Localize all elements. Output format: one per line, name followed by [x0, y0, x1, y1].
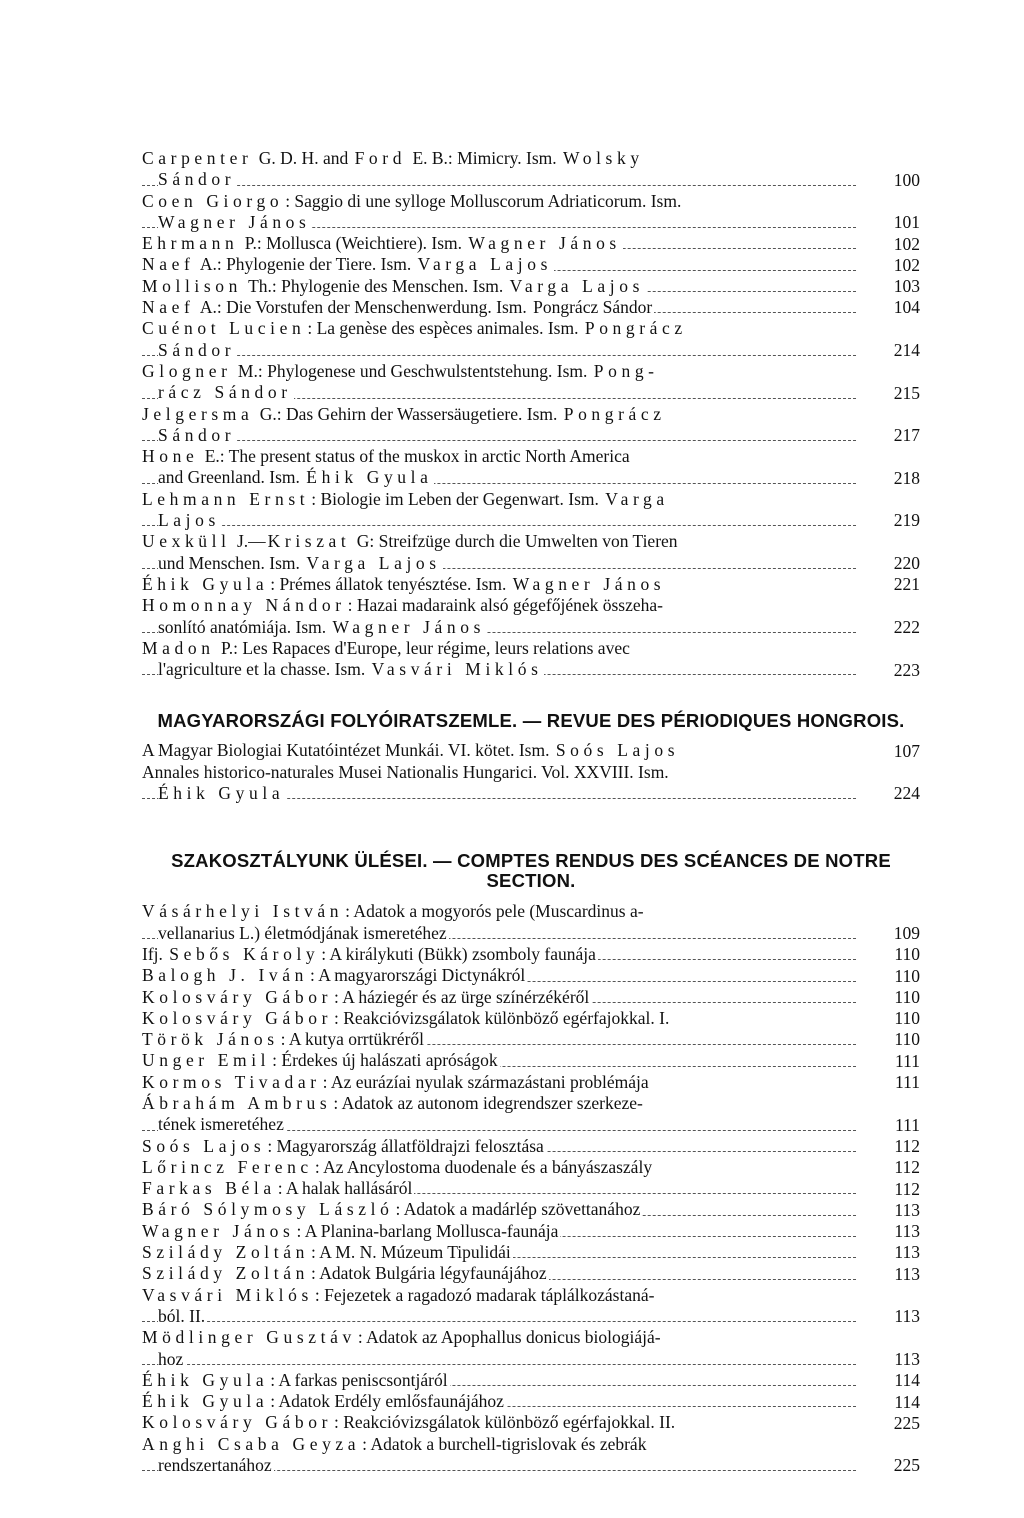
entry-line [142, 1391, 920, 1412]
author-name: Wagner János [142, 1220, 295, 1241]
toc-entry [142, 1008, 920, 1029]
author-name: Éhik Gyula [142, 1369, 269, 1390]
entry-line [142, 446, 920, 467]
toc-entry [142, 233, 920, 254]
author-name: Báró Sólymosy László [142, 1199, 394, 1220]
entry-text: : A királykuti (Bükk) zsomboly faunája [321, 943, 596, 964]
entry-text: Th.: Phylogenie des Menschen. Ism. [244, 275, 508, 296]
entry-line [142, 1434, 920, 1455]
author-name: Ford [354, 148, 407, 168]
entry-text: M.: Phylogenese und Geschwulstentstehung. Ism. [233, 360, 592, 381]
entry-text: G. D. H. and [254, 148, 353, 168]
entry-line [142, 510, 920, 531]
author-name: Kriszat [267, 531, 351, 552]
author-name: Éhik Gyula [306, 467, 433, 488]
author-name: Ábrahám Ambrus [142, 1092, 332, 1113]
author-name: Soós Lajos [555, 740, 680, 761]
entry-line [142, 340, 920, 361]
author-name: Uexküll [142, 531, 231, 552]
entry-text: sonlító anatómiája. Ism. [158, 616, 331, 637]
toc-entry [142, 1434, 920, 1477]
entry-line [142, 297, 920, 318]
page-number: 215 [860, 383, 920, 404]
entry-text: A.: Die Vorstufen der Menschenwerdung. Ism. [196, 297, 532, 318]
toc-entry [142, 1221, 920, 1242]
page-number: 112 [860, 1136, 920, 1157]
entry-line [142, 1412, 920, 1433]
entry-text: : Prémes állatok tenyésztése. Ism. [270, 573, 511, 594]
entry-line [142, 1242, 920, 1263]
entry-text: : A háziegér és az ürge színérzékéről [334, 986, 590, 1007]
author-name: Lajos [158, 510, 220, 531]
author-name: Wolsky [563, 148, 644, 168]
author-name: Szilády Zoltán [142, 1263, 309, 1284]
toc-entry [142, 1285, 920, 1328]
entry-text: : A kutya orrtükréről [280, 1029, 425, 1050]
page-number: 100 [860, 170, 920, 191]
author-name: Török János [142, 1029, 279, 1050]
author-name: Wagner János [512, 573, 666, 594]
entry-line [142, 901, 920, 922]
entry-text: Annales historico-naturales Musei Nationalis Hungarici. Vol. XXVIII. Ism. [142, 761, 669, 782]
entry-line [142, 1072, 920, 1093]
toc-entry [142, 595, 920, 638]
author-name: Éhik Gyula [142, 573, 269, 594]
page-number: 225 [860, 1413, 920, 1434]
entry-line [142, 148, 920, 169]
page-number: 114 [860, 1370, 920, 1391]
page-number: 113 [860, 1242, 920, 1263]
entry-text: : A halak hallásáról [277, 1178, 413, 1199]
page-number: 219 [860, 510, 920, 531]
toc-entry [142, 297, 920, 318]
author-name: Wagner János [158, 211, 311, 232]
author-name: Sándor [158, 339, 236, 360]
page-number: 101 [860, 212, 920, 233]
toc-entry [142, 446, 920, 489]
entry-text: : A M. N. Múzeum Tipulidái [310, 1242, 511, 1263]
author-name: Lehmann Ernst [142, 488, 310, 509]
entry-line [142, 1327, 920, 1348]
dot-leader [142, 355, 856, 356]
entry-line [142, 944, 920, 965]
author-name: Sándor [158, 169, 236, 190]
entry-line [142, 425, 920, 446]
toc-entry [142, 1391, 920, 1412]
entry-text: : Adatok a madárlép szövettanához [395, 1199, 641, 1220]
page-number: 218 [860, 468, 920, 489]
entry-text: : A magyarországi Dictynákról [309, 965, 526, 986]
entry-line [142, 212, 920, 233]
author-name: Madon [142, 637, 215, 658]
entry-text: rendszertanához [158, 1455, 272, 1476]
entry-text: : Az Ancylostoma duodenale és a bányászaszály [314, 1156, 653, 1177]
page-number: 223 [860, 660, 920, 681]
entry-text: P.: Mollusca (Weichtiere). Ism. [240, 233, 467, 254]
dot-leader [142, 185, 856, 186]
entry-line [142, 1285, 920, 1306]
entry-text: : Fejezetek a ragadozó madarak táplálkozástaná- [314, 1284, 655, 1305]
author-name: Cuénot Lucien [142, 318, 306, 339]
author-name: Wagner János [468, 233, 621, 254]
toc-entry [142, 574, 920, 595]
entry-line [142, 659, 920, 680]
section-heading-sessions: SZAKOSZTÁLYUNK ÜLÉSEI. — COMPTES RENDUS DES SCÉANCES DE NOTRE SECTION. [171, 850, 891, 892]
entry-text: tének ismeretéhez [158, 1114, 284, 1135]
page-number: 113 [860, 1200, 920, 1221]
page-number: 102 [860, 234, 920, 255]
toc-entry [142, 1050, 920, 1071]
entry-text: : A Planina-barlang Mollusca-faunája [296, 1220, 559, 1241]
table-of-contents [142, 148, 920, 1476]
toc-entry [142, 944, 920, 965]
entry-line [142, 489, 920, 510]
page-number: 111 [860, 1115, 920, 1136]
entry-line [142, 276, 920, 297]
author-name: Szilády Zoltán [142, 1242, 309, 1263]
toc-entry [142, 1029, 920, 1050]
entry-text: A Magyar Biologiai Kutatóintézet Munkái. VI. kötet. Ism. [142, 740, 554, 761]
page-number: 112 [860, 1157, 920, 1178]
author-name: Vasvári Miklós [371, 659, 543, 680]
entry-text: vellanarius L.) életmódjának ismeretéhez [158, 922, 447, 943]
author-name: Pong- [593, 360, 659, 381]
entry-line [142, 1114, 920, 1135]
toc-entry [142, 1136, 920, 1157]
toc-entry [142, 148, 920, 191]
session-list [142, 901, 920, 1476]
entry-text: E. B.: Mimicry. Ism. [408, 148, 562, 168]
toc-entry [142, 531, 920, 574]
entry-line [142, 1306, 920, 1327]
entry-line [142, 783, 920, 804]
toc-entry [142, 740, 920, 761]
toc-entry [142, 987, 920, 1008]
entry-text: E.: The present status of the muskox in arctic North America [200, 446, 630, 467]
author-name: Vasvári Miklós [142, 1284, 313, 1305]
author-name: Unger Emil [142, 1050, 271, 1071]
entry-line [142, 638, 920, 659]
entry-line [142, 987, 920, 1008]
toc-entry [142, 254, 920, 275]
toc-entry [142, 1263, 920, 1284]
entry-text: Pongrácz Sándor [533, 297, 653, 318]
entry-text: A.: Phylogenie der Tiere. Ism. [196, 254, 416, 275]
toc-entry [142, 191, 920, 234]
dot-leader [142, 1321, 856, 1322]
author-name: Ehrmann [142, 233, 239, 254]
entry-text: und Menschen. Ism. [158, 552, 305, 573]
entry-line [142, 1050, 920, 1071]
entry-text: : Adatok a burchell-tigrislovak és zebrák [362, 1433, 647, 1454]
toc-entry [142, 1072, 920, 1093]
page-number: 225 [860, 1455, 920, 1476]
toc-entry [142, 762, 920, 805]
author-name: Sándor [158, 424, 236, 445]
entry-line [142, 1221, 920, 1242]
toc-entry [142, 1157, 920, 1178]
entry-text: : Érdekes új halászati apróságok [272, 1050, 498, 1071]
author-name: Hone [142, 446, 199, 467]
page-number: 111 [860, 1072, 920, 1093]
entry-text: : Adatok a mogyorós pele (Muscardinus a- [345, 901, 644, 922]
author-name: Coen Giorgo [142, 190, 284, 211]
entry-line [142, 553, 920, 574]
toc-entry [142, 1199, 920, 1220]
entry-text: G.: Das Gehirn der Wassersäugetiere. Ism. [255, 403, 562, 424]
entry-line [142, 965, 920, 986]
toc-entry [142, 1370, 920, 1391]
author-name: Kolosváry Gábor [142, 986, 333, 1007]
entry-line [142, 1199, 920, 1220]
entry-text: and Greenland. Ism. [158, 467, 305, 488]
toc-entry [142, 276, 920, 297]
section-heading-periodicals: MAGYARORSZÁGI FOLYÓIRATSZEMLE. — REVUE DES PÉRIODIQUES HONGROIS. [157, 710, 905, 732]
page-number: 111 [860, 1051, 920, 1072]
toc-entry [142, 1412, 920, 1433]
dot-leader [142, 525, 856, 526]
entry-line [142, 574, 920, 595]
entry-text: : Adatok az autonom idegrendszer szerkeze- [333, 1092, 643, 1113]
entry-line [142, 617, 920, 638]
entry-text: : Biologie im Leben der Gegenwart. Ism. [311, 488, 604, 509]
toc-entry [142, 1242, 920, 1263]
toc-entry [142, 901, 920, 944]
entry-line [142, 1455, 920, 1476]
dot-leader [142, 440, 856, 441]
entry-text: l'agriculture et la chasse. Ism. [158, 659, 370, 680]
author-name: Varga [605, 488, 669, 509]
entry-text: J.— [232, 531, 266, 552]
entry-line [142, 1349, 920, 1370]
author-name: Wagner János [332, 616, 485, 637]
page-number: 220 [860, 553, 920, 574]
entry-text: hoz [158, 1348, 184, 1369]
entry-line [142, 254, 920, 275]
author-name: Vásárhelyi István [142, 901, 344, 922]
entry-text: : Saggio di une sylloge Molluscorum Adriaticorum. Ism. [285, 190, 682, 211]
entry-line [142, 923, 920, 944]
author-name: Varga Lajos [306, 552, 441, 573]
review-list-periodicals [142, 740, 920, 804]
toc-entry [142, 965, 920, 986]
author-name: Naef [142, 254, 195, 275]
page-number: 217 [860, 425, 920, 446]
page-number: 104 [860, 297, 920, 318]
page-number: 112 [860, 1179, 920, 1200]
author-name: Mollison [142, 275, 243, 296]
author-name: Homonnay Nándor [142, 595, 346, 616]
entry-line [142, 531, 920, 552]
author-name: Varga Lajos [509, 275, 644, 296]
toc-entry [142, 361, 920, 404]
author-name: Éhik Gyula [142, 1391, 269, 1412]
entry-line [142, 740, 920, 761]
page-number: 224 [860, 783, 920, 804]
author-name: rácz Sándor [158, 382, 292, 403]
page-number: 221 [860, 574, 920, 595]
page-number: 110 [860, 944, 920, 965]
toc-entry [142, 318, 920, 361]
author-name: Lőrincz Ferenc [142, 1156, 313, 1177]
page-number: 114 [860, 1392, 920, 1413]
page-number: 110 [860, 987, 920, 1008]
entry-line [142, 1178, 920, 1199]
entry-line [142, 467, 920, 488]
author-name: Kolosváry Gábor [142, 1412, 333, 1433]
author-name: Sebős Károly [169, 943, 320, 964]
entry-line [142, 1029, 920, 1050]
page-number: 102 [860, 255, 920, 276]
entry-line [142, 318, 920, 339]
author-name: Éhik Gyula [158, 783, 285, 804]
page-number: 222 [860, 617, 920, 638]
entry-line [142, 404, 920, 425]
entry-line [142, 191, 920, 212]
author-name: Soós Lajos [142, 1135, 266, 1156]
page-number: 110 [860, 1008, 920, 1029]
entry-text: Ifj. [142, 943, 168, 964]
entry-line [142, 382, 920, 403]
author-name: Varga Lajos [417, 254, 552, 275]
toc-entry [142, 1093, 920, 1136]
author-name: Carpenter [142, 148, 253, 168]
page-number: 103 [860, 276, 920, 297]
entry-text: : Adatok Erdély emlősfaunájához [270, 1391, 504, 1412]
entry-line [142, 1008, 920, 1029]
entry-text: : Reakcióvizsgálatok különböző egérfajokkal. II. [334, 1412, 676, 1433]
toc-entry [142, 404, 920, 447]
author-name: Pongrácz [563, 403, 666, 424]
toc-entry [142, 1327, 920, 1370]
entry-text: : Hazai madaraink alsó gégefőjének összeha- [347, 595, 663, 616]
author-name: Pongrácz [584, 318, 687, 339]
author-name: Anghi Csaba Geyza [142, 1433, 361, 1454]
entry-text: G: Streifzüge durch die Umwelten von Tieren [352, 531, 678, 552]
page-number: 109 [860, 923, 920, 944]
dot-leader [142, 1364, 856, 1365]
entry-text: : Reakcióvizsgálatok különböző egérfajokkal. I. [334, 1007, 670, 1028]
entry-line [142, 361, 920, 382]
entry-text: P.: Les Rapaces d'Europe, leur régime, leurs relations avec [216, 637, 630, 658]
page-number: 110 [860, 1029, 920, 1050]
page-number: 110 [860, 966, 920, 987]
review-list-books [142, 148, 920, 680]
entry-line [142, 1157, 920, 1178]
author-name: Balogh J. Iván [142, 965, 308, 986]
page-number: 113 [860, 1349, 920, 1370]
entry-line [142, 762, 920, 783]
author-name: Naef [142, 297, 195, 318]
author-name: Farkas Béla [142, 1178, 276, 1199]
entry-text: : Adatok Bulgária légyfaunájához [310, 1263, 547, 1284]
entry-text: : Adatok az Apophallus donicus biologiájá- [357, 1327, 661, 1348]
page-number: 113 [860, 1306, 920, 1327]
entry-text: : Magyarország állatföldrajzi felosztása [267, 1135, 544, 1156]
entry-line [142, 1263, 920, 1284]
author-name: Glogner [142, 360, 232, 381]
entry-line [142, 169, 920, 190]
entry-line [142, 1093, 920, 1114]
entry-text: : A farkas peniscsontjáról [270, 1369, 448, 1390]
toc-entry [142, 638, 920, 681]
page-number: 113 [860, 1221, 920, 1242]
author-name: Kormos Tivadar [142, 1071, 321, 1092]
entry-text: : Az eurázíai nyulak származástani problémája [322, 1071, 649, 1092]
toc-entry [142, 489, 920, 532]
entry-line [142, 1136, 920, 1157]
entry-text: : La genèse des espèces animales. Ism. [307, 318, 583, 339]
entry-line [142, 595, 920, 616]
page-number: 214 [860, 340, 920, 361]
author-name: Jelgersma [142, 403, 254, 424]
author-name: Mödlinger Gusztáv [142, 1327, 356, 1348]
entry-line [142, 1370, 920, 1391]
author-name: Kolosváry Gábor [142, 1007, 333, 1028]
entry-line [142, 233, 920, 254]
page-number: 107 [860, 741, 920, 762]
entry-text: ból. II. [158, 1305, 206, 1326]
page-number: 113 [860, 1264, 920, 1285]
toc-entry [142, 1178, 920, 1199]
